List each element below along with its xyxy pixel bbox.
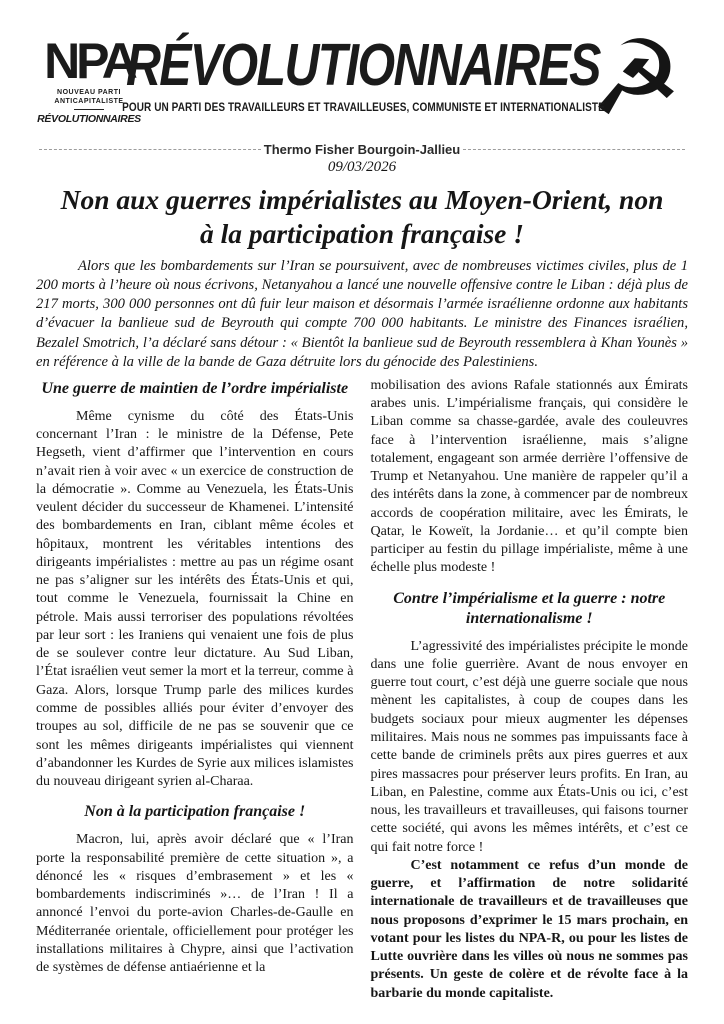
body-paragraph-1: Même cynisme du côté des États-Unis concernant l’Iran : le ministre de la Défense, Pete Hegseth, vient d’affirmer que l’intervention en cours n’avait rien à voir avec « un exercice de construction de la démocratie ». Comme au Venezuela, les États-Unis veulent décider du successeur de Khamenei. L’intensité des bombardements en Iran, ciblant même écoles et hôpitaux, montrent les véritables intentions des dirigeants impérialistes : mettre au pas un régime osant ne pas s’aligner sur les intérêts des États-Unis et qui, tout comme le Venezuela, fournissait la Chine en pétrole. Mais aussi terroriser des populations révoltées par leur sort : les Iraniens qui venaient une fois de plus de se soulever contre leur dictature. Au Sud Liban, l’État israélien veut semer la mort et la terreur, comme à Gaza. Alors, lorsque Trump parle des milices kurdes comme de possibles alliés pour éviter d’envoyer des troupes au sol, difficile de ne pas se souvenir que ce sont les mêmes dirigeants impérialistes qui viennent d’abandonner les Kurdes de Syrie aux milices islamistes du nouveau dirigeant syrien al-Charaa.	[36, 408, 354, 790]
hammer-and-sickle-icon: ☭	[589, 17, 683, 139]
dateline-location: Thermo Fisher Bourgoin-Jallieu	[263, 142, 461, 157]
right-column	[371, 377, 689, 1003]
headline: Non aux guerres impérialistes au Moyen-Orient, non à la participation française !	[60, 184, 664, 249]
section-heading-2: Non à la participation française !	[84, 803, 306, 821]
npa-logo-divider	[74, 109, 104, 110]
intro-paragraph: Alors que les bombardements sur l’Iran se poursuivent, avec de nombreuses victimes civiles, plus de 1 200 morts à l’heure où nous écrivons, Netanyahou a lancé une nouvelle offensive contre le Liban : déjà plus de 217 morts, 300 000 personnes ont dû fuir leur maison et désormais l’armée israélienne ordonne aux habitants d’évacuer la banlieue sud de Beyrouth qui compte 700 000 habitants. Le ministre des Finances israélien, Bezalel Smotrich, l’a déclaré sans détour : « Bientôt la banlieue sud de Beyrouth ressemblera à Khan Younès » en référence à la ville de la bande de Gaza détruite lors du génocide des Palestiniens.	[36, 258, 688, 370]
body-paragraph-2: Macron, lui, après avoir déclaré que « l’Iran porte la responsabilité première de cette situation », a dénoncé les « risques d’embrasement » et les « bombardements indiscriminés »… de l’Iran ! Il a annoncé l’envoi du porte-avion Charles-de-Gaulle en Méditerranée orientale, officiellement pour protéger les installations militaires à Chypre, ainsi que l’activation de systèmes de défense antiaérienne et la	[36, 832, 354, 976]
npa-logo-acronym: NPA	[44, 33, 134, 89]
article-columns	[36, 377, 688, 1003]
publication-date: 09/03/2026	[327, 159, 397, 175]
masthead-subtitle: POUR UN PARTI DES TRAVAILLEURS ET TRAVAILLEUSES, COMMUNISTE ET INTERNATIONALISTE	[121, 102, 605, 114]
dateline	[36, 142, 688, 157]
left-column	[36, 377, 354, 1003]
closing-paragraph-bold: C’est notamment ce refus d’un monde de guerre, et l’affirmation de notre solidarité internationale de travailleurs et de travailleuses que nous proposons d’exprimer le 15 mars prochain, en votant pour les listes du NPA-R, ou pour les listes de Lutte ouvrière dans les villes où nous ne sommes pas présents. Un geste de colère et de révolte face à la barbarie du monde capitaliste.	[370, 857, 688, 1001]
masthead-title: RÉVOLUTIONNAIRES	[126, 32, 600, 98]
section-heading-1: Une guerre de maintien de l’ordre impérialiste	[41, 379, 349, 397]
masthead-header	[36, 17, 688, 139]
body-paragraph-3: L’agressivité des impérialistes précipite le monde dans une folie guerrière. Avant de nous envoyer en guerre tout court, c’est déjà une guerre sociale que nous mènent les capitalistes, à coup de coupes dans les budgets sociaux pour mieux augmenter les dépenses militaires. Mais nous ne sommes pas impuissants face à cette bande de criminels prêts aux pires guerres et aux pires massacres pour préserver leurs profits. En Iran, au Liban, en Palestine, comme aux États-Unis ou ici, c’est nous, les travailleurs et travailleuses, qui faisons tourner cette société, qui avons les mêmes intérêts, et c’est ce qui fait notre force !	[370, 638, 688, 855]
body-paragraph-2-continuation: mobilisation des avions Rafale stationnés aux Émirats arabes unis. L’impérialisme français, qui considère le Liban comme sa chasse-gardée, avale des couleuvres face à l’intervention israélienne, mais s’aligne totalement, engageant son armée derrière l’offensive de Trump et Netanyahou. Une manière de rappeler qu’il a des intérêts dans la zone, à commencer par de nombreux accords de coopération militaire, avec les Émirats, le Qatar, le Koweït, la Jordanie… et qu’il compte bien participer au festin du pillage impérialiste, même à une échelle plus modeste !	[370, 377, 688, 576]
npa-logo-subline-2: ANTICAPITALISTE	[54, 97, 124, 105]
npa-logo-brand: RÉVOLUTIONNAIRES	[37, 113, 141, 126]
npa-logo-subline-1: NOUVEAU PARTI	[57, 88, 121, 96]
section-heading-3: Contre l’impérialisme et la guerre : notre internationalisme !	[393, 589, 666, 627]
masthead	[121, 26, 605, 114]
